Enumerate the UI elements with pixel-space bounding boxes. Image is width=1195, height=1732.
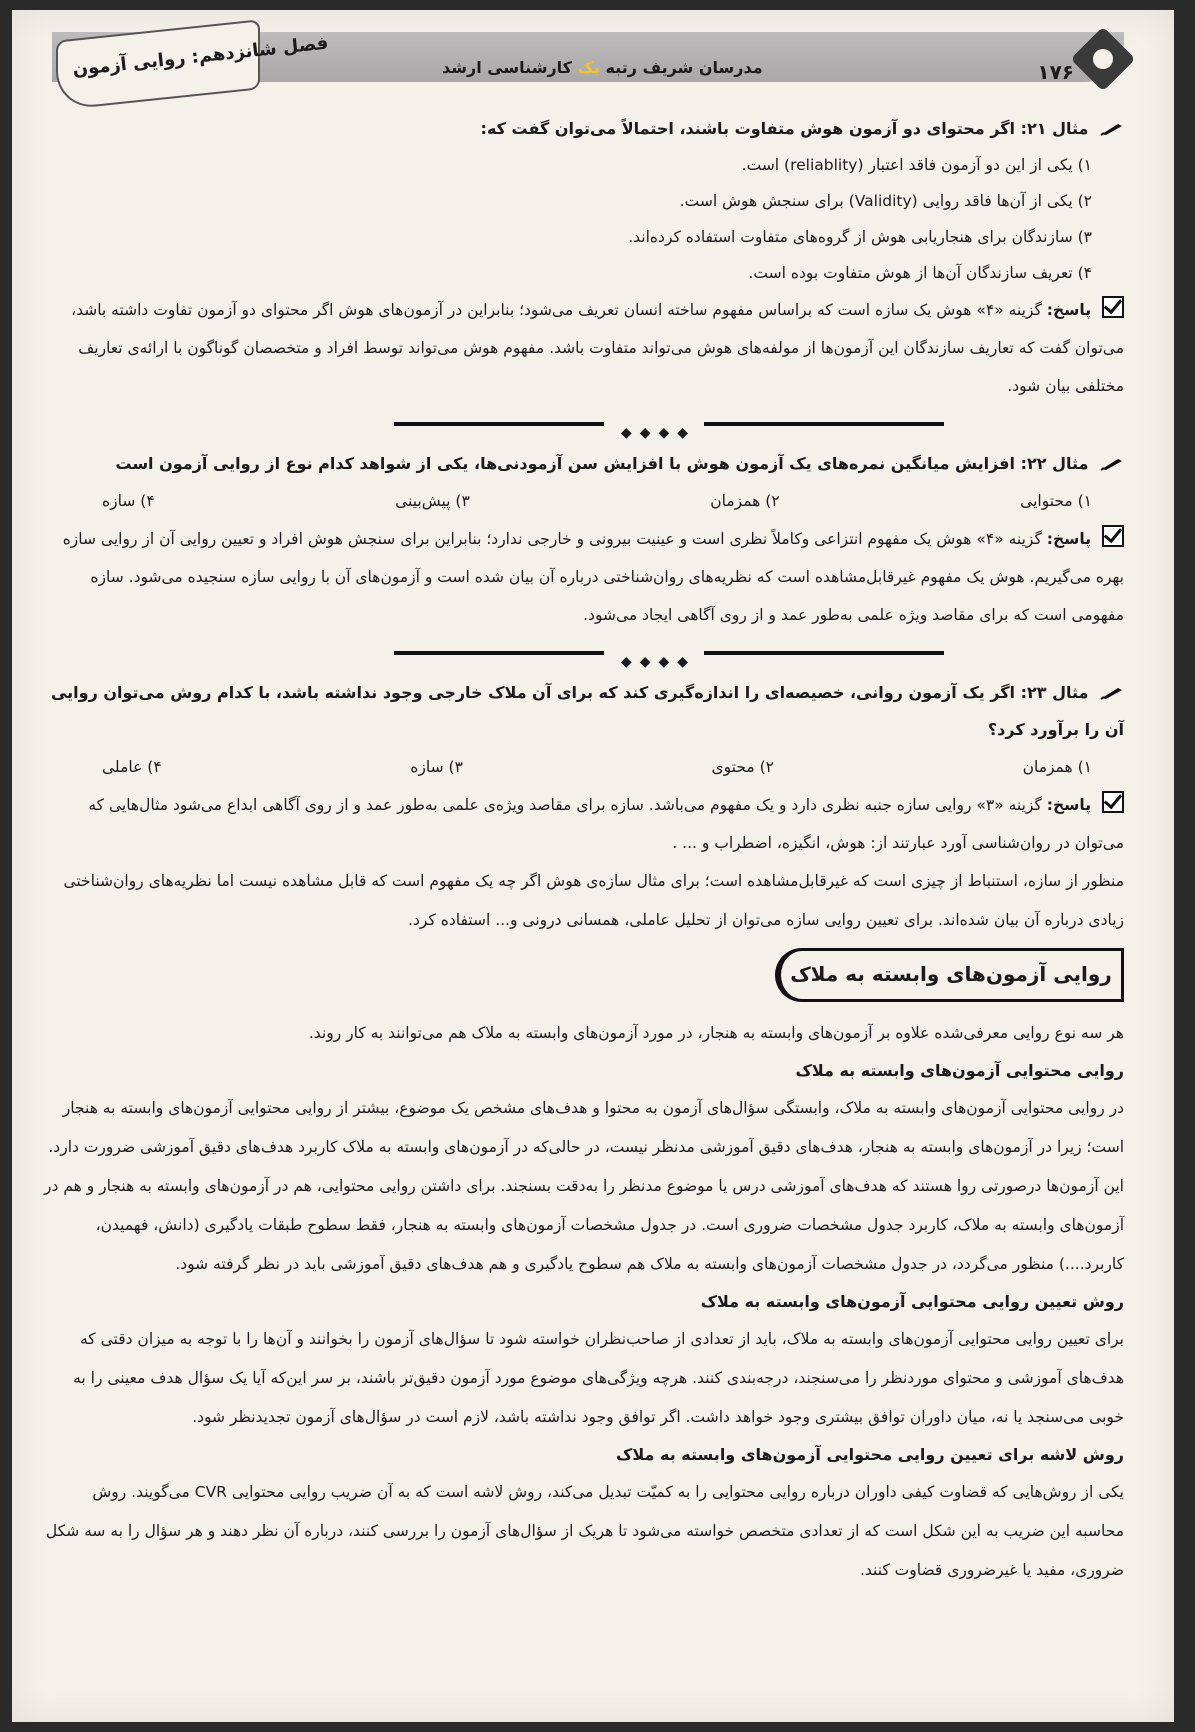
option-item: ۲) همزمان	[710, 492, 780, 510]
answer-label: پاسخ:	[1046, 301, 1092, 319]
answer-text: گزینه «۳» روایی سازه جنبه نظری دارد و یک مفهوم می‌باشد. سازه برای مقاصد ویژه‌ی علمی به‌طور عمد و از روی آگاهی ابداع می‌شود مثال‌هایی که می‌توان در روان‌شناسی آورد عبارتند از: هوش، انگیزه، اضطراب و ... .	[88, 796, 1124, 852]
checkbox-icon	[1102, 791, 1124, 813]
option-item: ۱) همزمان	[1022, 758, 1092, 776]
checkbox-icon	[1102, 525, 1124, 547]
checkbox-icon	[1102, 296, 1124, 318]
page-content	[42, 110, 1124, 1590]
section-intro: هر سه نوع روایی معرفی‌شده علاوه بر آزمون‌های وابسته به هنجار، در مورد آزمون‌های وابسته به ملاک هم می‌توانند به کار روند.	[308, 1024, 1124, 1042]
example-23-answer	[42, 786, 1124, 862]
option-item: ۴) عاملی	[102, 758, 162, 776]
example-23-title	[42, 674, 1124, 748]
pen-icon	[1100, 686, 1124, 700]
book-title	[442, 58, 763, 77]
subsection-text: در روایی محتوایی آزمون‌های وابسته به ملاک، وابستگی سؤال‌های آزمون به محتوا و هدف‌های مشخص یک موضوع، بیشتر از روایی محتوایی آزمون‌های وابسته به هنجار است؛ زیرا در آزمون‌های وابسته به هنجار، هدف‌های دقیق آموزشی مدنظر نیست، در حالی‌که در آزمون‌های وابسته به ملاک کاربرد هدف‌های دقیق آموزشی ضرورت دارد. این آزمون‌ها درصورتی روا هستند که هدف‌های آموزشی درس یا موضوع مدنظر را به‌دقت بسنجند. برای داشتن روایی محتوایی، هم در آزمون‌های وابسته به هنجار و هم در آزمون‌های وابسته به ملاک، کاربرد جدول مشخصات ضروری است. در جدول مشخصات آزمون‌های وابسته به هنجار، فقط سطوح طبقات یادگیری (دانش، فهمیدن، کاربرد....) منظور می‌گردد، در جدول مشخصات آزمون‌های وابسته به ملاک هم سطوح یادگیری و هم هدف‌های دقیق آموزشی باید در نظر گرفته شود.	[44, 1099, 1124, 1273]
example-21-title-text: مثال ۲۱: اگر محتوای دو آزمون هوش متفاوت باشند، احتمالاً می‌توان گفت که:	[480, 119, 1089, 138]
answer-text: گزینه «۴» هوش یک مفهوم انتزاعی وکاملاً نظری است و عینیت بیرونی و خارجی ندارد؛ بنابراین برای سنجش هوش افراد و تعیین روایی آن از روایی سازه بهره می‌گیریم. هوش یک مفهوم غیرقابل‌مشاهده است که نظریه‌های روان‌شناختی درباره آن بیان شده است و آزمون‌های آن با روایی سازه سنجیده می‌شود. سازه مفهومی است که برای مقاصد ویژه علمی به‌طور عمد و از روی آگاهی ایجاد می‌شود.	[62, 530, 1124, 624]
subsection-title: روش لاشه برای تعیین روایی محتوایی آزمون‌های وابسته به ملاک	[616, 1445, 1124, 1464]
example-23-options	[42, 748, 1124, 786]
subsection-title: روش تعیین روایی محتوایی آزمون‌های وابسته به ملاک	[700, 1292, 1124, 1311]
example-23-title-text: مثال ۲۳: اگر یک آزمون روانی، خصیصه‌ای را اندازه‌گیری کند که برای آن ملاک خارجی وجود نداشته باشد، با کدام روش می‌توان روایی آن را برآورد کرد؟	[50, 683, 1124, 739]
example-22-title	[42, 445, 1124, 482]
section-separator: ◆◆◆◆	[42, 638, 1124, 666]
option-item: ۱) یکی از این دو آزمون فاقد اعتبار (reliablity) است.	[741, 156, 1092, 174]
section-title: روایی آزمون‌های وابسته به ملاک	[775, 948, 1124, 1002]
example-22-options	[42, 482, 1124, 520]
example-22-answer	[42, 520, 1124, 634]
subsection-text: یکی از روش‌هایی که قضاوت کیفی داوران درباره روایی محتوایی را به کمیّت تبدیل می‌کند، روش لاشه است که به آن ضریب روایی محتوایی CVR می‌گویند. روش محاسبه این ضریب به این شکل است که از تعدادی متخصص خواسته می‌شود تا هریک از سؤال‌های آزمون را بررسی کنند، درباره آن نظر دهند و هر سؤال را به سه شکل ضروری، مفید یا غیرضروری قضاوت کنند.	[45, 1483, 1124, 1579]
section-heading	[42, 948, 1124, 1002]
example-21-answer	[42, 291, 1124, 405]
section-separator: ◆◆◆◆	[42, 409, 1124, 437]
option-item: ۴) سازه	[102, 492, 155, 510]
book-page	[12, 10, 1174, 1722]
pen-icon	[1100, 457, 1124, 471]
book-title-prefix: مدرسان شریف رتبه	[605, 58, 763, 77]
chapter-title: فصل شانزدهم: روایی آزمون	[71, 32, 330, 81]
option-item: ۳) سازندگان برای هنجاریابی هوش از گروه‌های متفاوت استفاده کرده‌اند.	[628, 228, 1092, 246]
option-item: ۳) پیش‌بینی	[395, 492, 470, 510]
pen-icon	[1100, 122, 1124, 136]
book-title-suffix: کارشناسی ارشد	[442, 58, 572, 77]
example-21-title	[42, 110, 1124, 147]
option-item: ۲) محتوی	[711, 758, 774, 776]
answer-label: پاسخ:	[1046, 796, 1092, 814]
page-number: ۱۷۶	[1037, 60, 1074, 84]
example-22-title-text: مثال ۲۲: افزایش میانگین نمره‌های یک آزمون هوش با افزایش سن آزمودنی‌ها، یکی از شواهد کدام نوع از روایی آزمون است	[115, 454, 1089, 473]
example-23-extra: منظور از سازه، استنباط از چیزی است که غیرقابل‌مشاهده است؛ برای مثال سازه‌ی هوش اگر چه یک مفهوم است که قابل مشاهده نیست اما نظریه‌های روان‌شناختی زیادی درباره آن بیان شده‌اند. برای تعیین روایی سازه می‌توان از تحلیل عاملی، همسانی درونی و... استفاده کرد.	[63, 872, 1124, 929]
answer-label: پاسخ:	[1046, 530, 1092, 548]
example-21-options	[42, 147, 1124, 291]
option-item: ۱) محتوایی	[1020, 492, 1092, 510]
option-item: ۳) سازه	[410, 758, 463, 776]
option-item: ۴) تعریف سازندگان آن‌ها از هوش متفاوت بوده است.	[748, 264, 1092, 282]
book-title-accent: یک	[577, 58, 600, 77]
subsection-text: برای تعیین روایی محتوایی آزمون‌های وابسته به ملاک، باید از تعدادی از صاحب‌نظران خواسته شود تا سؤال‌های آزمون را بخوانند و آن‌ها را با توجه به میزان دقتی که هدف‌های آموزشی و محتوای موردنظر را می‌سنجند، درجه‌بندی کنند. هرچه ویژگی‌های موضوع مورد آزمون دقیق‌تر باشند، بر سر این‌که آیا یک سؤال هدف معینی را به خوبی می‌سنجد یا نه، میان داوران توافق بیشتری وجود خواهد داشت. اگر توافق وجود نداشته باشد، لازم است در سؤال‌های آزمون تجدیدنظر شود.	[73, 1330, 1124, 1426]
option-item: ۲) یکی از آن‌ها فاقد روایی (Validity) برای سنجش هوش است.	[679, 192, 1092, 210]
page-header	[12, 22, 1174, 96]
answer-text: گزینه «۴» هوش یک سازه است که براساس مفهوم ساخته انسان تعریف می‌شود؛ بنابراین در آزمون‌های هوش اگر محتوای دو آزمون تفاوت داشته باشد، می‌توان گفت که تعاریف سازندگان این آزمون‌ها از مولفه‌های هوش می‌تواند متفاوت باشد. مفهوم هوش می‌تواند توسط افراد و متخصصان گوناگون با ارائه‌ی تعاریف مختلفی بیان شود.	[71, 301, 1124, 395]
subsection-title: روایی محتوایی آزمون‌های وابسته به ملاک	[795, 1061, 1124, 1080]
